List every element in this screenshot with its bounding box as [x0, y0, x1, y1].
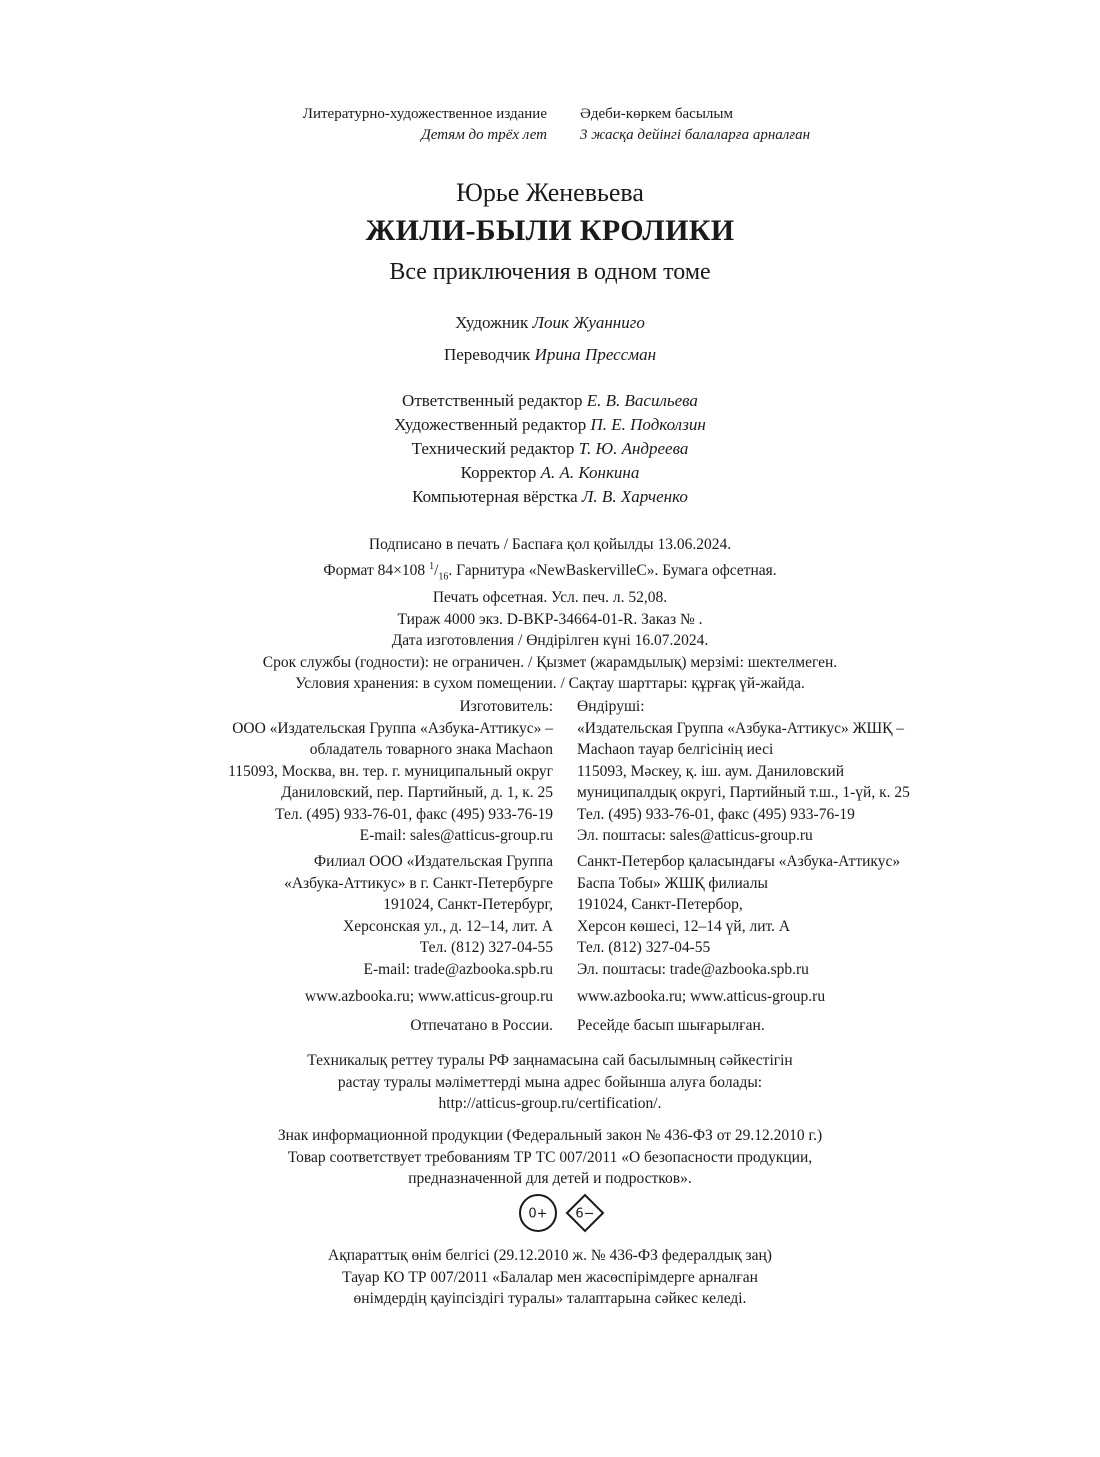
print-line: Печать офсетная. Усл. печ. л. 52,08.	[432, 589, 668, 607]
age-diamond-label: 6−	[575, 1206, 595, 1222]
address-line: Machaon тауар белгісінің иесі	[577, 741, 774, 758]
address-line: Филиал ООО «Издательская Группа	[313, 853, 553, 870]
age-diamond-icon	[567, 1195, 603, 1231]
legal-line: Товар соответствует требованиям ТР ТС 007/2011 «О безопасности продукции,	[287, 1148, 813, 1166]
address-line: Изготовитель:	[459, 698, 553, 715]
editor-line	[0, 461, 1100, 485]
editor-name: Т. Ю. Андреева	[578, 439, 689, 458]
format-suffix: . Гарнитура «NewBaskervilleC». Бумага офсетная.	[448, 561, 777, 579]
address-line: ООО «Издательская Группа «Азбука-Аттикус» –	[232, 719, 553, 737]
run-line: Тираж 4000 экз. D-BKP-34664-01-R. Заказ № .	[397, 610, 703, 628]
address-line: Херсонская ул., д. 12–14, лит. А	[343, 917, 553, 935]
age-note-ru: Детям до трёх лет	[421, 127, 547, 143]
cert-line: Техникалық реттеу туралы РФ заңнамасына сай басылымның сәйкестігін	[307, 1052, 793, 1069]
address-line: муниципалдық округі, Партийный т.ш., 1-үй, к. 25	[577, 784, 910, 801]
editor-role: Компьютерная вёрстка	[412, 487, 578, 506]
book-subtitle: Все приключения в одном томе	[389, 259, 711, 285]
editor-name: П. Е. Подколзин	[590, 415, 706, 434]
address-line: Тел. (812) 327-04-55	[577, 939, 711, 956]
editor-role: Корректор	[460, 463, 537, 482]
age-circle-label: 0+	[528, 1206, 548, 1222]
edition-type-ru: Литературно-художественное издание	[302, 106, 547, 122]
editor-line	[0, 485, 1100, 509]
editor-role: Ответственный редактор	[402, 391, 583, 410]
address-line: 115093, Москва, вн. тер. г. муниципальный округ	[228, 762, 553, 780]
address-line: «Азбука-Аттикус» в г. Санкт-Петербурге	[284, 874, 553, 892]
address-line: E-mail: sales@atticus-group.ru	[359, 827, 553, 844]
editor-line	[0, 413, 1100, 437]
age-note-kz: 3 жасқа дейінгі балаларға арналған	[580, 127, 811, 143]
format-denominator: 16	[438, 570, 449, 582]
websites-ru: www.azbooka.ru; www.atticus-group.ru	[304, 988, 553, 1005]
address-line: Баспа Тобы» ЖШҚ филиалы	[577, 874, 768, 892]
printed-in-ru: Отпечатано в России.	[410, 1017, 553, 1034]
legal-line: Тауар КО ТР 007/2011 «Балалар мен жасөспірімдерге арналған	[342, 1268, 758, 1286]
edition-header-kz	[580, 104, 810, 146]
cert-line: растау туралы мәліметтерді мына адрес бойынша алуға болады:	[337, 1073, 763, 1091]
address-line: 191024, Санкт-Петербург,	[383, 896, 553, 913]
legal-line: өнімдердің қауіпсіздігі туралы» талаптарына сәйкес келеді.	[353, 1290, 747, 1307]
editor-name: Е. В. Васильева	[586, 391, 698, 410]
manufacturer-ru	[228, 696, 553, 847]
branch-kz	[577, 851, 900, 980]
editor-role: Технический редактор	[411, 439, 575, 458]
address-line: E-mail: trade@azbooka.spb.ru	[363, 960, 553, 978]
format-numerator: 1	[429, 560, 435, 572]
legal-note-kz	[0, 1245, 1100, 1310]
address-line: Эл. поштасы: sales@atticus-group.ru	[577, 827, 813, 844]
print-details	[0, 534, 1100, 695]
printed-in-kz: Ресейде басып шығарылған.	[577, 1017, 765, 1034]
format-line: Формат 84×108 $^1/_{16}$. Гарнитура «NewBaskervilleC». Бумага офсетная.	[323, 560, 777, 582]
editor-name: Л. В. Харченко	[581, 487, 688, 506]
address-line: Өндіруші:	[577, 698, 645, 715]
certification-note	[0, 1050, 1100, 1115]
edition-type-kz: Әдеби-көркем басылым	[580, 106, 733, 122]
service-life: Срок службы (годности): не ограничен. / Қызмет (жарамдылық) мерзімі: шектелмеген.	[262, 653, 838, 671]
editors-list	[0, 389, 1100, 509]
address-line: обладатель товарного знака Machaon	[309, 741, 553, 758]
edition-header-ru	[303, 104, 547, 146]
illustrator-credit	[0, 313, 1100, 333]
credit-role: Переводчик	[443, 345, 531, 364]
legal-line: Знак информационной продукции (Федеральный закон № 436-ФЗ от 29.12.2010 г.)	[277, 1127, 823, 1144]
address-line: 115093, Мәскеу, қ. іш. аум. Даниловский	[577, 762, 845, 780]
address-line: Эл. поштасы: trade@azbooka.spb.ru	[577, 960, 809, 978]
address-line: Херсон көшесі, 12–14 үй, лит. А	[577, 917, 791, 935]
age-circle-icon	[520, 1195, 556, 1231]
format-prefix: Формат 84×108	[323, 561, 430, 579]
address-line: Даниловский, пер. Партийный, д. 1, к. 25	[281, 784, 553, 801]
cert-url: http://atticus-group.ru/certification/.	[438, 1095, 662, 1112]
editor-role: Художественный редактор	[394, 415, 587, 434]
age-rating-marks	[517, 1192, 617, 1234]
made-date: Дата изготовления / Өндірілген күні 16.07.2024.	[391, 632, 709, 650]
editor-name: А. А. Конкина	[540, 463, 640, 482]
legal-line: предназначенной для детей и подростков».	[408, 1170, 692, 1187]
author-name: Юрье Женевьева	[456, 178, 644, 207]
signed-date: Подписано в печать / Баспаға қол қойылды 13.06.2024.	[368, 536, 732, 553]
branch-ru	[284, 851, 553, 980]
address-line: Тел. (495) 933-76-01, факс (495) 933-76-19	[577, 805, 855, 823]
credit-role: Художник	[455, 313, 529, 332]
editor-line	[0, 389, 1100, 413]
legal-line: Ақпараттық өнім белгісі (29.12.2010 ж. № 436-ФЗ федералдық заң)	[328, 1247, 772, 1264]
credit-name: Ирина Прессман	[534, 345, 657, 364]
credit-name: Лоик Жуаннигo	[532, 313, 645, 332]
storage-conditions: Условия хранения: в сухом помещении. / Сақтау шарттары: құрғақ үй-жайда.	[295, 675, 805, 693]
address-line: «Издательская Группа «Азбука-Аттикус» ЖШҚ –	[577, 719, 905, 737]
manufacturer-kz	[577, 696, 910, 847]
book-title: ЖИЛИ-БЫЛИ КРОЛИКИ	[365, 214, 735, 247]
address-line: Тел. (495) 933-76-01, факс (495) 933-76-19	[275, 805, 553, 823]
legal-note-ru	[0, 1125, 1100, 1190]
editor-line	[0, 437, 1100, 461]
address-line: Санкт-Петербор қаласындағы «Азбука-Аттикус»	[577, 853, 901, 870]
websites-kz: www.azbooka.ru; www.atticus-group.ru	[577, 988, 826, 1005]
address-line: 191024, Санкт-Петербор,	[577, 896, 743, 913]
address-line: Тел. (812) 327-04-55	[419, 939, 553, 956]
translator-credit	[0, 345, 1100, 365]
